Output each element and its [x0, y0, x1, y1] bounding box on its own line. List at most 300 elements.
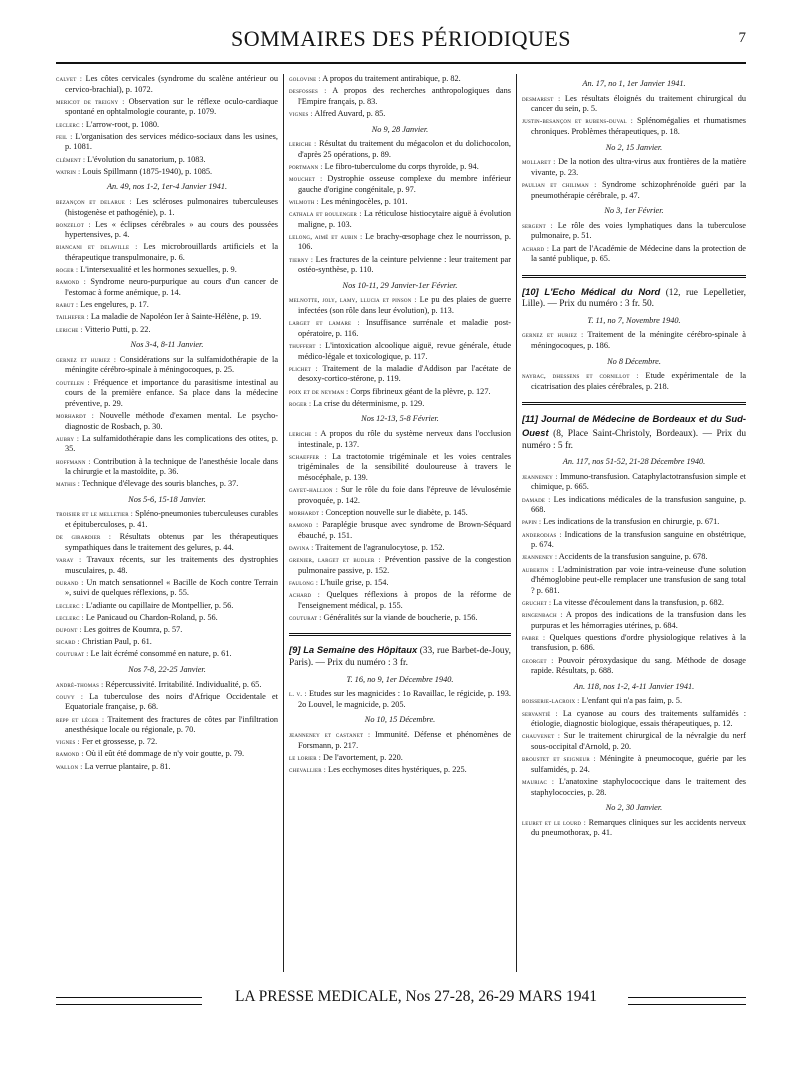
article-author: damade :: [522, 495, 551, 504]
article-author: paulian et chiliman :: [522, 180, 597, 189]
journal-name: [9] La Semaine des Hôpitaux: [289, 644, 418, 656]
article-entry: [522, 472, 746, 493]
article-author: faulong :: [289, 578, 319, 587]
article-entry: [522, 818, 746, 839]
article-entry: [522, 530, 746, 551]
article-title: Corps fibrineux géant de la plèvre, p. 127.: [350, 386, 491, 396]
article-author: varay :: [56, 556, 82, 565]
article-author: fabre :: [522, 633, 546, 642]
article-author: achard :: [522, 244, 550, 253]
article-entry: [289, 364, 511, 385]
issue-heading: Nos 10-11, 29 Janvier-1er Février.: [342, 280, 458, 290]
article-author: wallon :: [56, 762, 83, 771]
columns: [56, 74, 746, 972]
article-title: La sulfamidothérapie dans les complications des otites, p. 35.: [65, 433, 278, 454]
article-author: morhardt :: [56, 411, 94, 420]
article-title: L'adiante ou capillaire de Montpellier, p. 56.: [85, 600, 234, 610]
article-author: gruchet :: [522, 598, 552, 607]
article-title: Les engelures, p. 17.: [80, 300, 149, 310]
column-2: [289, 74, 511, 972]
article-author: leriche :: [289, 140, 317, 149]
column-divider: [516, 74, 517, 972]
article-author: andré-thomas :: [56, 680, 104, 689]
article-author: larget et lamare :: [289, 319, 360, 328]
article-title: A propos du traitement antirabique, p. 82.: [322, 74, 461, 83]
article-title: Les indications médicales de la transfusion sanguine, p. 668.: [531, 494, 746, 515]
article-author: justin-besançon et rubens-duval :: [522, 117, 633, 126]
article-author: chauvenet :: [522, 732, 561, 741]
page-number: 7: [738, 30, 746, 46]
issue-heading: Nos 3-4, 8-11 Janvier.: [130, 340, 204, 350]
article-title: Etude expérimentale de la cicatrisation des plaies cérébrales, p. 218.: [531, 371, 746, 391]
article-title: Sur le rôle du foie dans l'épreuve de lévulosémie provoquée, p. 142.: [298, 485, 511, 505]
article-title: Les « éclipses cérébrales » au cours des poussées hypertensives, p. 4.: [65, 219, 278, 240]
article-author: thuffert :: [289, 342, 322, 350]
section-rule: [522, 402, 746, 403]
article-entry: [522, 495, 746, 516]
article-entry: [522, 371, 746, 392]
article-author: coutelen :: [56, 378, 90, 387]
article-author: clément :: [56, 155, 86, 164]
article-title: Indications de la transfusion sanguine en obstétrique, p. 674.: [531, 529, 746, 550]
article-title: Immuno-transfusion. Cataphylactotransfusion simple et chimique, p. 665.: [531, 471, 746, 492]
article-entry: [289, 765, 511, 776]
article-author: lelong, aimé et aubin :: [289, 232, 363, 241]
article-title: La verrue plantaire, p. 81.: [84, 761, 171, 771]
article-entry: [289, 508, 511, 519]
article-author: melnotte, joly, lamy, llucia et pinson :: [289, 296, 417, 305]
article-author: golovine :: [289, 75, 321, 83]
article-title: Alfred Auvard, p. 85.: [314, 108, 386, 118]
journal-heading: [522, 413, 746, 452]
issue-heading: Nos 12-13, 5-8 Février.: [361, 414, 439, 424]
article-entry: [289, 341, 511, 362]
article-author: davina :: [289, 543, 314, 552]
article-title: Nouvelle méthode d'examen mental. Le psycho-diagnostic de Rosbach, p. 30.: [65, 410, 278, 431]
article-author: aubry :: [56, 434, 80, 443]
article-title: Splénomégalies et rhumatismes chroniques. Problèmes thérapeutiques, p. 18.: [531, 116, 746, 136]
article-entry: [289, 399, 511, 410]
article-title: Syndrome schizophrénoïde guéri par la pneumothérapie cérébrale, p. 47.: [531, 179, 746, 200]
journal-heading: [289, 644, 511, 669]
article-entry: [56, 325, 278, 336]
section-rule: [289, 633, 511, 634]
article-entry: [289, 255, 511, 276]
article-author: durand :: [56, 578, 84, 587]
article-title: Conception nouvelle sur le diabète, p. 145.: [325, 507, 468, 517]
article-title: Louis Spillmann (1875-1940), p. 1085.: [82, 166, 213, 176]
article-author: jeanneney :: [522, 472, 558, 481]
issue-heading: No 8 Décembre.: [607, 356, 661, 366]
article-author: couturat :: [56, 650, 89, 659]
article-author: sergent :: [522, 221, 553, 230]
article-title: Traitement de la maladie d'Addison par l'acétate de desoxy-cortico-stérone, p. 119.: [298, 363, 511, 384]
article-author: mauriac :: [522, 777, 555, 786]
article-title: Remarques cliniques sur les accidents nerveux du pneumothorax, p. 41.: [531, 817, 746, 838]
article-author: achard :: [289, 591, 320, 599]
article-title: Résultats obtenus par les thérapeutiques sympathiques dans le traitement des gelures, p. 44.: [65, 532, 278, 552]
issue-heading: An. 117, nos 51-52, 21-28 Décembre 1940.: [562, 457, 706, 467]
article-title: Le lait écrémé consommé en nature, p. 61.: [90, 649, 232, 659]
article-title: Le Panicaud ou Chardon-Roland, p. 56.: [85, 612, 218, 622]
article-author: couturat :: [289, 613, 322, 622]
article-author: biancani et delaville :: [56, 243, 138, 252]
article-entry: [56, 601, 278, 612]
article-author: chevallier :: [289, 765, 326, 774]
article-author: leclerc :: [56, 613, 84, 622]
article-entry: [522, 116, 746, 137]
article-title: Fréquence et importance du parasitisme intestinal au cours de la première enfance. Sa place dans la médecine préventive, p. 29.: [65, 377, 278, 408]
article-author: jeanneney :: [522, 553, 558, 562]
issue-heading: Nos 7-8, 22-25 Janvier.: [128, 664, 206, 674]
article-author: de girardier :: [56, 533, 112, 542]
journal-name: [10] L'Echo Médical du Nord: [522, 285, 661, 297]
article-entry: [56, 197, 278, 218]
column-1: [56, 74, 278, 972]
article-author: tierny :: [289, 255, 314, 264]
article-title: Observation sur le réflexe oculo-cardiaque spontané en ophtalmologie courante, p. 1079.: [65, 96, 278, 117]
section-rule: [522, 277, 746, 278]
article-entry: [56, 434, 278, 455]
article-author: ramond :: [56, 278, 86, 287]
article-title: Généralités sur la viande de boucherie, p. 156.: [323, 612, 478, 622]
article-entry: [56, 220, 278, 241]
article-entry: [522, 610, 746, 631]
article-title: L'administration par voie intra-veineuse d'une solution d'hémoglobine peut-elle remplacer une transfusion de sang total ? p. 681.: [531, 564, 746, 595]
article-entry: [56, 355, 278, 376]
article-entry: [56, 74, 278, 95]
article-title: Traitement des fractures de côtes par l'infiltration anesthésique locale ou régionale, p. 70.: [65, 714, 278, 735]
issue-heading: An. 118, nos 1-2, 4-11 Janvier 1941.: [573, 681, 695, 691]
article-author: leuret et le lourd :: [522, 818, 586, 827]
article-entry: [56, 167, 278, 178]
article-entry: [289, 387, 511, 398]
article-author: anderodias :: [522, 530, 562, 539]
article-entry: [522, 777, 746, 798]
article-title: Quelques réflexions à propos de la réforme de l'enseignement médical, p. 155.: [298, 590, 511, 610]
article-author: couvy :: [56, 692, 84, 701]
article-entry: [56, 749, 278, 760]
article-title: L'intersexualité et les hormones sexuelles, p. 9.: [80, 265, 237, 275]
article-title: Syndrome neuro-purpurique au cours d'un cancer de l'estomac à forme anémique, p. 14.: [65, 277, 278, 298]
article-entry: [289, 162, 511, 173]
article-entry: [522, 94, 746, 115]
article-entry: [56, 613, 278, 624]
article-title: Le brachy-œsophage chez le nourrisson, p. 106.: [298, 231, 511, 252]
article-title: Les méningocèles, p. 101.: [320, 196, 408, 206]
article-title: Les côtes cervicales (syndrome du scalène antérieur ou cervico-brachial), p. 1072.: [65, 74, 278, 94]
article-title: Méningite à pneumocoque, guérie par les sulfamidés, p. 24.: [531, 754, 746, 774]
article-entry: [56, 637, 278, 648]
article-entry: [289, 543, 511, 554]
article-entry: [56, 692, 278, 713]
issue-heading: T. 11, no 7, Novembre 1940.: [587, 315, 681, 325]
article-title: L'évolution du sanatorium, p. 1083.: [87, 154, 206, 164]
article-title: L'arrow-root, p. 1080.: [85, 119, 160, 129]
article-entry: [56, 532, 278, 553]
article-title: L'intoxication alcoolique aiguë, revue générale, étude médico-légale et toxicologique, p. 117.: [298, 341, 511, 361]
article-title: A propos du rôle du système nerveux dans l'occlusion intestinale, p. 137.: [298, 428, 511, 449]
article-author: wilmoth :: [289, 197, 319, 206]
page-title: SOMMAIRES DES PÉRIODIQUES: [230, 26, 572, 51]
article-title: Christian Paul, p. 61.: [81, 637, 152, 647]
article-entry: [289, 86, 511, 107]
footer-citation: LA PRESSE MEDICALE, Nos 27-28, 26-29 MARS 1941: [234, 988, 598, 1005]
article-entry: [56, 625, 278, 636]
article-title: Où il eût été dommage de n'y voir goutte, p. 79.: [85, 749, 245, 759]
article-entry: [289, 485, 511, 506]
article-author: feil :: [56, 132, 73, 141]
article-entry: [289, 174, 511, 195]
article-title: La tractotomie trigéminale et les voies centrales trigéminales de la sensibilité douloureuse à travers le mésocéphale, p. 139.: [298, 451, 511, 482]
article-title: Pouvoir péroxydasique du sang. Méthode de dosage rapide. Résultats, p. 688.: [531, 655, 746, 676]
article-title: Fer et grossesse, p. 72.: [81, 737, 158, 747]
article-author: troisier et le melletier :: [56, 510, 133, 519]
issue-heading: No 3, 1er Février.: [604, 206, 664, 216]
article-author: calvet :: [56, 75, 83, 83]
article-entry: [56, 555, 278, 576]
article-author: gernez et huriez :: [56, 355, 117, 364]
article-title: La vitesse d'écoulement dans la transfusion, p. 682.: [553, 597, 724, 607]
article-title: Les goitres de Koumra, p. 57.: [83, 624, 183, 634]
article-author: mollaret :: [522, 158, 556, 167]
article-author: leclerc :: [56, 601, 84, 610]
article-entry: [289, 555, 511, 576]
article-author: leriche :: [289, 429, 318, 438]
article-entry: [522, 598, 746, 609]
article-title: L'huile grise, p. 154.: [320, 577, 389, 587]
article-author: cathala et boulenger :: [289, 210, 362, 219]
column-3: [522, 74, 746, 972]
article-title: Vitterio Putti, p. 22.: [84, 324, 151, 334]
article-title: L'organisation des services médico-sociaux dans les usines, p. 1081.: [65, 131, 278, 152]
article-title: Sur le traitement chirurgical de la névralgie du nerf sous-occipital d'Arnold, p. 20.: [531, 731, 746, 751]
article-title: Résultat du traitement du mégacolon et du dolichocolon, d'après 25 opérations, p. 89.: [298, 139, 511, 159]
article-title: La crise du déterminisme, p. 129.: [313, 398, 425, 408]
article-entry: [522, 157, 746, 178]
article-author: roger :: [289, 399, 312, 408]
article-author: mouchet :: [289, 175, 323, 184]
article-author: hoffmann :: [56, 457, 91, 466]
article-entry: [522, 180, 746, 201]
article-author: portmann :: [289, 162, 323, 171]
article-title: Les fractures de la ceinture pelvienne : leur traitement par ostéo-synthèse, p. 110.: [298, 254, 511, 275]
article-entry: [289, 109, 511, 120]
article-title: A propos des indications de la transfusion dans les purpuras et les hémorragies utérines, p. 684.: [531, 610, 746, 630]
article-entry: [522, 656, 746, 677]
article-entry: [56, 312, 278, 323]
article-author: plichet :: [289, 364, 318, 373]
article-title: Les microbrouillards artificiels et la thérapeutique transpulmonaire, p. 6.: [65, 242, 278, 263]
article-entry: [289, 730, 511, 751]
journal-address: (33, rue Barbet-de-Jouy, Paris). — Prix du numéro : 3 fr.: [289, 646, 511, 668]
issue-heading: No 9, 28 Janvier.: [371, 124, 429, 134]
article-author: l. v. :: [289, 690, 307, 699]
article-title: Traitement de l'agranulocytose, p. 152.: [315, 542, 445, 552]
article-title: Un match sensationnel « Bacille de Koch contre Terrain », suivi de quelques réflexions, p. 55.: [65, 577, 278, 598]
issue-heading: No 2, 30 Janvier.: [605, 803, 663, 813]
article-author: morhardt :: [289, 508, 324, 517]
article-author: gernez et huriez :: [522, 331, 584, 340]
article-title: Le fibro-tuberculome du corps thyroïde, p. 94.: [324, 161, 479, 171]
article-entry: [289, 139, 511, 160]
article-author: roger :: [56, 266, 79, 275]
article-entry: [289, 295, 511, 316]
article-title: La part de l'Académie de Médecine dans la protection de la santé publique, p. 65.: [531, 243, 746, 264]
article-entry: [56, 680, 278, 691]
article-title: Contribution à la technique de l'anesthésie locale dans la chirurgie et la mastoïdite, p. 36.: [65, 456, 278, 477]
article-author: schaeffer :: [289, 452, 327, 461]
article-entry: [289, 318, 511, 339]
article-entry: [56, 578, 278, 599]
article-title: De la notion des ultra-virus aux frontières de la matière vivante, p. 23.: [531, 157, 746, 177]
article-entry: [522, 565, 746, 597]
article-author: mericot de treigny :: [56, 97, 125, 106]
journal-address: (12, rue Lepelletier, Lille). — Prix du numéro : 3 fr. 50.: [522, 287, 746, 310]
article-title: Accidents de la transfusion sanguine, p. 678.: [558, 552, 708, 562]
article-entry: [522, 754, 746, 775]
issue-heading: No 2, 15 Janvier.: [605, 142, 663, 152]
article-title: Travaux récents, sur les traitements des dystrophies musculaires, p. 48.: [65, 555, 278, 575]
article-title: La tuberculose des noirs d'Afrique Occidentale et Equatoriale française, p. 68.: [65, 691, 278, 712]
journal-address: (8, Place Saint-Christoly, Bordeaux). — Prix du numéro : 5 fr.: [522, 429, 746, 451]
article-entry: [56, 265, 278, 276]
article-author: poix et de neyman :: [289, 387, 349, 396]
article-entry: [522, 633, 746, 654]
article-author: desfosses :: [289, 87, 327, 96]
article-author: servantié :: [522, 709, 558, 718]
issue-heading: An. 17, no 1, 1er Janvier 1941.: [582, 79, 686, 88]
article-title: Quelques questions d'ordre physiologique relatives à la transfusion, p. 686.: [531, 632, 746, 653]
article-author: vignes :: [56, 738, 80, 747]
article-author: jeanneney et castanet :: [289, 730, 371, 739]
article-entry: [522, 517, 746, 528]
section-rule: [522, 404, 746, 405]
issue-heading: T. 16, no 9, 1er Décembre 1940.: [346, 674, 454, 684]
article-title: La réticulose histiocytaire aiguë à évolution maligne, p. 103.: [298, 209, 511, 229]
article-author: bonzelot :: [56, 220, 91, 229]
article-entry: [522, 709, 746, 730]
article-title: L'enfant qui n'a pas faim, p. 5.: [581, 696, 683, 706]
article-entry: [56, 242, 278, 263]
article-author: georget :: [522, 656, 554, 665]
article-entry: [289, 74, 511, 85]
article-entry: [522, 330, 746, 351]
article-author: gayet-hallion :: [289, 486, 338, 495]
article-author: ringenbach :: [522, 611, 563, 620]
article-author: le lorier :: [289, 753, 321, 762]
article-entry: [56, 277, 278, 298]
article-entry: [289, 613, 511, 624]
article-title: Immunité. Défense et phénomènes de Forsmann, p. 217.: [298, 729, 511, 750]
article-author: leclerc :: [56, 120, 84, 129]
article-title: Considérations sur la sulfamidothérapie de la méningite cérébro-spinale à méningocoques, p. 25.: [65, 354, 278, 375]
article-author: aubertin :: [522, 565, 555, 574]
article-entry: [289, 590, 511, 611]
article-author: broustet et seigneur :: [522, 755, 596, 764]
article-entry: [289, 689, 511, 710]
article-title: La cyanose au cours des traitements sulfamidés : étiologie, diagnostic biologique, essais thérapeutiques, p. 12.: [531, 708, 746, 729]
issue-heading: No 10, 15 Décembre.: [364, 715, 436, 725]
article-title: Les résultats éloignés du traitement chirurgical du cancer du sein, p. 5.: [531, 93, 746, 114]
article-title: Les scléroses pulmonaires tuberculeuses (histogenèse et pathogénie), p. 1.: [65, 196, 278, 217]
article-author: desmarest :: [522, 94, 561, 103]
article-title: Le rôle des voies lymphatiques dans la tuberculose pulmonaire, p. 51.: [531, 220, 746, 241]
column-divider: [283, 74, 284, 972]
article-author: vignes :: [289, 109, 313, 118]
article-entry: [289, 197, 511, 208]
article-title: Dystrophie osseuse complexe du membre inférieur gauche d'origine congénitale, p. 97.: [298, 174, 511, 194]
article-author: leriche :: [56, 325, 83, 334]
article-title: Le pu des plaies de guerre infectées (son rôle dans leur évolution), p. 113.: [298, 295, 511, 316]
header-rule: [56, 62, 746, 64]
article-author: rabut :: [56, 301, 79, 310]
article-title: L'anatoxine staphylococcique dans le traitement des staphylococcies, p. 28.: [531, 776, 746, 797]
article-author: grenier, larget et budler :: [289, 556, 381, 565]
article-title: Technique d'élevage des souris blanches, p. 37.: [81, 479, 239, 489]
article-author: sicard :: [56, 638, 80, 647]
article-title: Traitement de la méningite cérébro-spinale à méningocoques, p. 186.: [531, 330, 746, 351]
issue-heading: An. 49, nos 1-2, 1er-4 Janvier 1941.: [106, 182, 228, 192]
article-entry: [522, 244, 746, 265]
article-title: La maladie de Napoléon Ier à Sainte-Hélène, p. 19.: [90, 312, 262, 322]
article-entry: [56, 132, 278, 153]
article-entry: [522, 552, 746, 563]
article-author: bezançon et delarue :: [56, 197, 132, 206]
journal-heading: [522, 286, 746, 311]
article-author: watrin :: [56, 167, 81, 176]
article-entry: [56, 120, 278, 131]
article-title: A propos des recherches anthropologiques dans l'Empire français, p. 83.: [298, 86, 511, 106]
article-entry: [56, 97, 278, 118]
page-header: [56, 24, 746, 58]
article-title: Répercussivité. Irritabilité. Individualité, p. 65.: [105, 679, 262, 689]
journal-name: [11] Journal de Médecine de Bordeaux et du Sud-Ouest: [522, 413, 746, 439]
article-author: ramond :: [56, 750, 84, 759]
article-entry: [289, 429, 511, 450]
article-title: Paraplégie brusque avec syndrome de Brown-Séquard ébauché, p. 151.: [298, 520, 511, 540]
article-title: Spléno-pneumonies tuberculeuses curables et épituberculoses, p. 41.: [65, 509, 278, 530]
article-title: Les indications de la transfusion en chirurgie, p. 671.: [543, 517, 720, 527]
footer-rule-right: [628, 997, 746, 1005]
article-entry: [522, 731, 746, 752]
article-entry: [56, 715, 278, 736]
article-author: mathis :: [56, 480, 81, 489]
article-title: Les ecchymoses dites hystériques, p. 225.: [328, 764, 467, 774]
article-entry: [56, 479, 278, 490]
article-author: repp et léger :: [56, 715, 105, 724]
article-entry: [289, 520, 511, 541]
page-footer: [56, 988, 746, 1018]
article-author: ramond :: [289, 521, 319, 530]
article-entry: [56, 457, 278, 478]
section-rule: [289, 635, 511, 636]
article-entry: [56, 509, 278, 530]
article-author: boisserie-lacroix :: [522, 697, 580, 706]
article-author: dupont :: [56, 625, 82, 634]
article-author: naybac, dhessens et cornillot :: [522, 372, 639, 381]
article-entry: [289, 232, 511, 253]
article-entry: [56, 411, 278, 432]
article-entry: [56, 300, 278, 311]
article-title: Insuffisance surrénale et maladie post-opératoire, p. 116.: [298, 318, 511, 338]
article-entry: [56, 155, 278, 166]
section-rule: [522, 275, 746, 276]
article-entry: [56, 762, 278, 773]
article-author: papin :: [522, 518, 542, 527]
article-entry: [56, 378, 278, 410]
article-entry: [289, 753, 511, 764]
